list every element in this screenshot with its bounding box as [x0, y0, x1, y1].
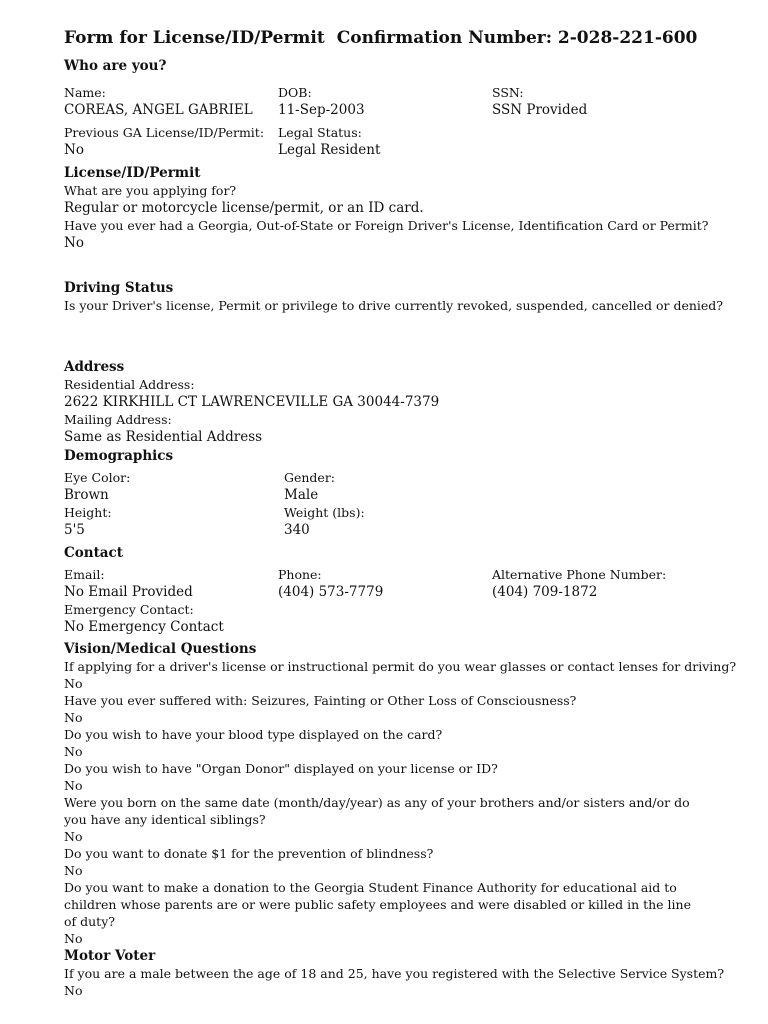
vision-answer: No [64, 931, 83, 946]
form-title-text: Form for License/ID/Permit [64, 28, 325, 48]
address-heading: Address [64, 359, 125, 375]
vision-question: Do you wish to have "Organ Donor" displayed on your license or ID? [64, 761, 498, 776]
motor-voter-heading: Motor Voter [64, 948, 156, 964]
legal-status-field [278, 124, 492, 159]
vision-answer: No [64, 829, 83, 844]
alternative-phone-label: Alternative Phone Number: [492, 567, 667, 582]
contact-heading: Contact [64, 545, 124, 561]
vision-question: Do you want to donate $1 for the prevention of blindness? [64, 846, 434, 861]
emergency-contact-label: Emergency Contact: [64, 602, 194, 617]
emergency-contact-value: No Emergency Contact [64, 619, 224, 635]
name-field [64, 84, 278, 119]
legal-status-value: Legal Resident [278, 142, 381, 158]
alternative-phone-field [492, 566, 704, 601]
vision-question: Have you ever suffered with: Seizures, Fainting or Other Loss of Consciousness? [64, 693, 577, 708]
who-heading: Who are you? [64, 58, 167, 74]
vision-answer: No [64, 778, 83, 793]
dob-label: DOB: [278, 85, 312, 100]
phone-field [278, 566, 492, 601]
alternative-phone-value: (404) 709-1872 [492, 584, 598, 600]
license-question-2: Have you ever had a Georgia, Out-of-State or Foreign Driver's License, Identification Card or Permit? [64, 218, 709, 233]
license-answer-1: Regular or motorcycle license/permit, or an ID card. [64, 200, 424, 216]
ssn-label: SSN: [492, 85, 524, 100]
dob-field [278, 84, 492, 119]
mailing-address-label: Mailing Address: [64, 412, 172, 427]
gender-label: Gender: [284, 470, 336, 485]
phone-value: (404) 573-7779 [278, 584, 384, 600]
vision-question: Do you want to make a donation to the Georgia Student Finance Authority for educational aid to children whose parents are or were public safety employees and were disabled or killed in the line of duty? [64, 880, 691, 929]
contact-row-1 [64, 566, 704, 601]
driving-heading: Driving Status [64, 280, 174, 296]
height-value: 5'5 [64, 522, 85, 538]
legal-status-label: Legal Status: [278, 125, 362, 140]
license-answer-2: No [64, 235, 84, 251]
height-field [64, 504, 284, 539]
vision-answer: No [64, 863, 83, 878]
gender-value: Male [284, 487, 319, 503]
who-row-1 [64, 84, 704, 119]
license-form-document [64, 26, 737, 999]
driving-question-1: Is your Driver's license, Permit or privilege to drive currently revoked, suspended, cancelled or denied? [64, 298, 724, 313]
residential-address-label: Residential Address: [64, 377, 195, 392]
ssn-value: SSN Provided [492, 102, 588, 118]
demographics-row-1 [64, 469, 704, 504]
eye-color-field [64, 469, 284, 504]
email-label: Email: [64, 567, 105, 582]
phone-label: Phone: [278, 567, 322, 582]
email-field [64, 566, 278, 601]
weight-label: Weight (lbs): [284, 505, 365, 520]
motor-voter-answer: No [64, 983, 83, 998]
form-title [64, 26, 704, 50]
vision-answer: No [64, 710, 83, 725]
eye-color-value: Brown [64, 487, 109, 503]
ssn-field [492, 84, 704, 119]
license-question-1: What are you applying for? [64, 183, 237, 198]
name-label: Name: [64, 85, 106, 100]
vision-question: Do you wish to have your blood type displayed on the card? [64, 727, 443, 742]
previous-license-field [64, 124, 278, 159]
gender-field [284, 469, 504, 504]
residential-address-value: 2622 KIRKHILL CT LAWRENCEVILLE GA 30044-7379 [64, 394, 440, 410]
vision-question: Were you born on the same date (month/day/year) as any of your brothers and/or sisters and/or do you have any identical siblings? [64, 795, 690, 827]
weight-field [284, 504, 504, 539]
vision-answer: No [64, 676, 83, 691]
previous-license-label: Previous GA License/ID/Permit: [64, 125, 265, 140]
vision-heading: Vision/Medical Questions [64, 641, 257, 657]
vision-question: If applying for a driver's license or instructional permit do you wear glasses or contact lenses for driving? [64, 659, 737, 674]
height-label: Height: [64, 505, 112, 520]
previous-license-value: No [64, 142, 84, 158]
dob-value: 11-Sep-2003 [278, 102, 365, 118]
demographics-heading: Demographics [64, 448, 174, 464]
name-value: COREAS, ANGEL GABRIEL [64, 102, 253, 118]
eye-color-label: Eye Color: [64, 470, 131, 485]
mailing-address-value: Same as Residential Address [64, 429, 263, 445]
weight-value: 340 [284, 522, 310, 538]
vision-answer: No [64, 744, 83, 759]
license-heading: License/ID/Permit [64, 165, 201, 181]
who-row-2 [64, 124, 704, 159]
confirmation-number: Confirmation Number: 2-028-221-600 [336, 28, 698, 48]
email-value: No Email Provided [64, 584, 193, 600]
motor-voter-question: If you are a male between the age of 18 and 25, have you registered with the Selective Service System? [64, 966, 725, 981]
demographics-row-2 [64, 504, 704, 539]
